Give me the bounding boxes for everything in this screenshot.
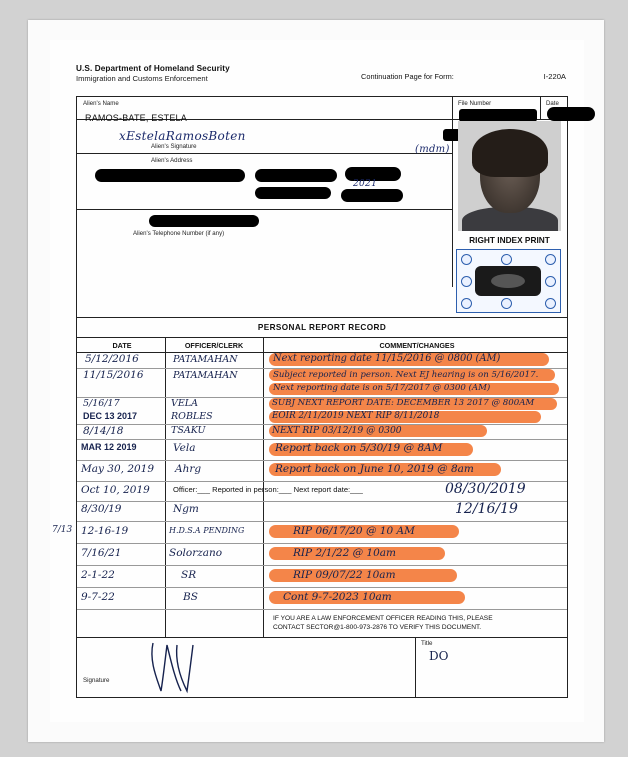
row-officer: Solorzano xyxy=(169,547,223,559)
agency-line-1: U.S. Department of Homeland Security xyxy=(76,64,230,73)
row-date: 12-16-19 xyxy=(81,525,129,537)
form-number: I-220A xyxy=(543,72,566,81)
row-date: 11/15/2016 xyxy=(83,369,144,381)
alien-name-value: RAMOS-BATE, ESTELA xyxy=(85,113,187,123)
redaction-date xyxy=(547,107,595,121)
row-date: 2-1-22 xyxy=(81,569,115,581)
fingerprint-smudge xyxy=(475,266,541,296)
alien-address-label: Alien's Address xyxy=(151,157,193,164)
row-comment: RIP 06/17/20 @ 10 AM xyxy=(293,525,415,537)
print-dot xyxy=(545,276,556,287)
redaction-address-5 xyxy=(341,189,403,202)
redaction-address-1 xyxy=(95,169,245,182)
divider xyxy=(165,337,166,637)
column-header-date: DATE xyxy=(112,341,132,350)
signature-block-label: Signature xyxy=(83,677,110,684)
row-date: 7/16/21 xyxy=(81,547,122,559)
row-comment: Report back on June 10, 2019 @ 8am xyxy=(275,463,474,475)
divider xyxy=(540,97,541,119)
photo-hair xyxy=(472,129,548,177)
alien-telephone-label: Alien's Telephone Number (if any) xyxy=(133,230,225,237)
divider xyxy=(77,460,567,461)
alien-signature-label: Alien's Signature xyxy=(151,143,197,150)
divider xyxy=(77,337,567,338)
redaction-address-4 xyxy=(255,187,331,199)
divider xyxy=(77,209,452,210)
divider xyxy=(452,97,453,287)
divider xyxy=(77,153,452,154)
redaction-telephone xyxy=(149,215,259,227)
divider xyxy=(77,317,567,318)
continuation-label: Continuation Page for Form: xyxy=(361,72,454,81)
agency-line-2: Immigration and Customs Enforcement xyxy=(76,74,208,83)
row-date: 8/30/19 xyxy=(81,503,122,515)
right-index-print-label: RIGHT INDEX PRINT xyxy=(469,235,550,245)
file-number-label: File Number xyxy=(458,100,492,107)
redaction-address-2 xyxy=(255,169,337,182)
row-officer: ROBLES xyxy=(171,411,213,422)
divider xyxy=(77,521,567,522)
fingerprint-box xyxy=(456,249,561,313)
row-comment: RIP 09/07/22 10am xyxy=(293,569,396,581)
row-date: DEC 13 2017 xyxy=(83,411,138,421)
row-comment: NEXT RIP 03/12/19 @ 0300 xyxy=(272,425,402,436)
divider xyxy=(77,565,567,566)
personal-report-record-title: PERSONAL REPORT RECORD xyxy=(257,323,387,332)
row-date: 8/14/18 xyxy=(83,425,124,437)
divider xyxy=(77,637,567,638)
print-dot xyxy=(501,254,512,265)
row-date: 5/16/17 xyxy=(83,398,120,409)
row-comment: Cont 9-7-2023 10am xyxy=(283,591,392,603)
row-date: Oct 10, 2019 xyxy=(81,484,150,496)
row-comment: Report back on 5/30/19 @ 8AM xyxy=(275,442,443,454)
officer-signature-scrawl xyxy=(147,639,217,695)
row-officer: Officer:___ Reported in person:___ Next report date:___ xyxy=(173,485,363,494)
title-block-value: DO xyxy=(429,649,449,663)
row-officer: VELA xyxy=(171,398,198,409)
margin-note: 7/13 xyxy=(52,525,73,535)
document-body xyxy=(50,40,584,722)
row-officer: Vela xyxy=(173,442,196,454)
handwritten-note-parenthetical: (mdm) xyxy=(415,144,450,155)
handwritten-zip: 2021 xyxy=(353,179,378,189)
alien-photo xyxy=(458,121,561,231)
row-comment: 12/16/19 xyxy=(455,501,518,517)
row-officer: SR xyxy=(181,569,197,581)
law-enforcement-note xyxy=(273,615,563,633)
column-header-comment: COMMENT/CHANGES xyxy=(379,341,455,350)
row-officer: H.D.S.A PENDING xyxy=(169,526,245,535)
date-label: Date xyxy=(546,100,559,107)
divider xyxy=(77,587,567,588)
row-date: May 30, 2019 xyxy=(81,463,155,475)
divider xyxy=(77,439,567,440)
print-dot xyxy=(461,276,472,287)
row-comment: RIP 2/1/22 @ 10am xyxy=(293,547,397,559)
row-comment: Next reporting date 11/15/2016 @ 0800 (AM) xyxy=(273,353,501,364)
row-date: MAR 12 2019 xyxy=(81,442,137,452)
row-comment: 08/30/2019 xyxy=(445,481,526,497)
print-dot xyxy=(501,298,512,309)
divider xyxy=(77,609,567,610)
divider xyxy=(415,637,416,697)
row-comment: EOIR 2/11/2019 NEXT RIP 8/11/2018 xyxy=(272,411,440,421)
alien-signature-value: xEstelaRamosBoten xyxy=(119,129,246,143)
row-officer: Ngm xyxy=(173,503,199,515)
print-dot xyxy=(461,254,472,265)
row-officer: PATAMAHAN xyxy=(173,354,238,365)
row-comment: Subject reported in person. Next EJ hearing is on 5/16/2017. Next reporting date is on 5/17/2017 @ 0300 (AM) xyxy=(273,370,539,394)
law-enforcement-note-line-2: CONTACT SECTOR@1-800-973-2876 TO VERIFY THIS DOCUMENT. xyxy=(273,623,482,631)
scan-sheet xyxy=(28,20,604,742)
row-date: 9-7-22 xyxy=(81,591,115,603)
law-enforcement-note-line-1: IF YOU ARE A LAW ENFORCEMENT OFFICER READING THIS, PLEASE xyxy=(273,615,493,622)
print-dot xyxy=(545,254,556,265)
print-dot xyxy=(545,298,556,309)
row-officer: PATAMAHAN xyxy=(173,370,238,381)
alien-name-label: Alien's Name xyxy=(83,100,119,107)
row-date: 5/12/2016 xyxy=(85,353,139,365)
title-block-label: Title xyxy=(421,640,433,647)
print-dot xyxy=(461,298,472,309)
row-officer: BS xyxy=(183,591,198,603)
row-officer: Ahrg xyxy=(175,463,202,475)
row-comment: SUBJ NEXT REPORT DATE: DECEMBER 13 2017 @ 800AM xyxy=(272,398,535,408)
divider xyxy=(77,543,567,544)
column-header-officer: OFFICER/CLERK xyxy=(184,341,244,350)
row-officer: TSAKU xyxy=(171,425,206,436)
document-header xyxy=(76,64,566,90)
form-outer-box xyxy=(76,96,568,698)
